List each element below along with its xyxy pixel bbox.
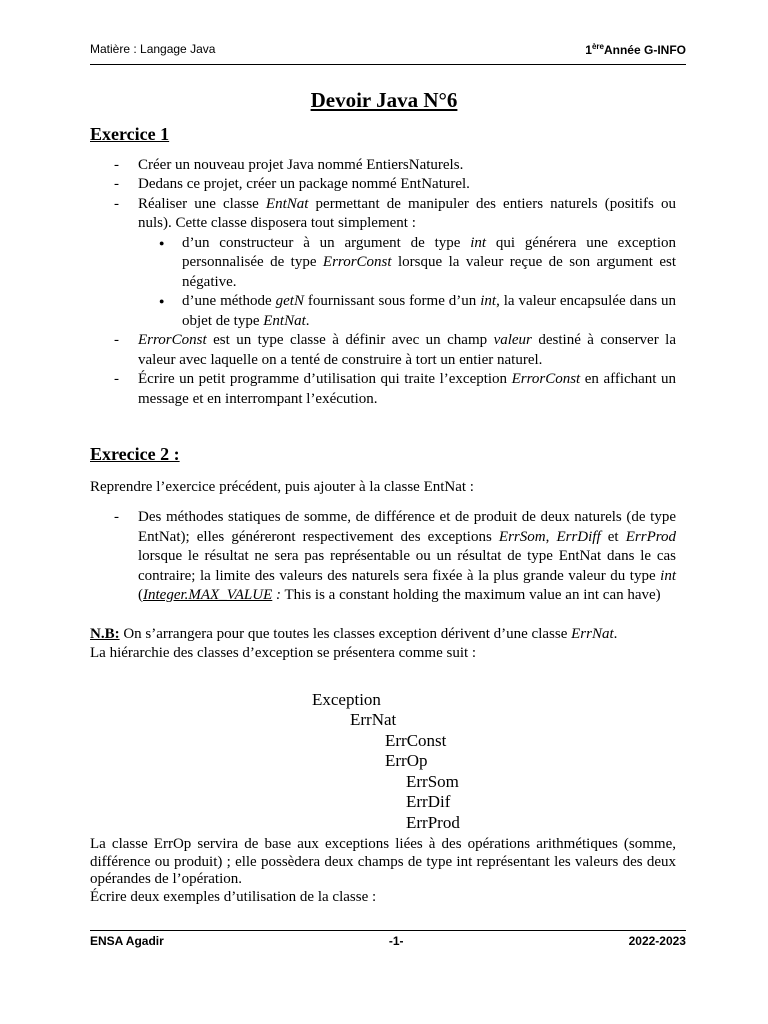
hierarchy-item: ErrSom	[406, 772, 459, 791]
hierarchy-item: ErrNat	[350, 710, 397, 729]
hierarchy-item: ErrProd	[406, 813, 460, 832]
hierarchy-item: ErrDif	[406, 792, 451, 811]
hierarchy-item: Exception	[312, 690, 381, 709]
closing-paragraphs	[90, 836, 676, 906]
exercise-2-intro: Reprendre l’exercice précédent, puis ajouter à la classe EntNat :	[90, 478, 474, 495]
nb-note: N.B: On s’arrangera pour que toutes les classes exception dérivent d’une classe ErrNat.	[90, 625, 618, 642]
list-item: - ErrorConst est un type classe à définir avec un champ valeur destiné à conserver la valeur avec laquelle on a tenté de construire à tort un entier naturel.	[90, 331, 676, 370]
list-item: - Des méthodes statiques de somme, de différence et de produit de deux naturels (de type EntNat); elles généreront respectivement des exceptions ErrSom, ErrDiff et ErrProd lorsque le résultat ne sera pas représentable ou un résultat de type EntNat dans le cas contraire; la limite des valeurs des naturels sera fixée à la plus grande valeur du type int (Integer.MAX_VALUE : This is a constant holding the maximum value an int can have)	[90, 508, 676, 606]
exercise-2-heading: Exrecice 2 :	[90, 444, 180, 464]
list-item: - Écrire un petit programme d’utilisation qui traite l’exception ErrorConst en affichant un message et en interrompant l’exécution.	[90, 370, 676, 409]
footer-rule	[90, 930, 686, 931]
hierarchy-item: ErrOp	[385, 751, 428, 770]
list-item: - Réaliser une classe EntNat permettant de manipuler des entiers naturels (positifs ou nuls). Cette classe disposera tout simplement : ● d’un constructeur à un argument de type int qui générera une exception personnalisée de type ErrorConst lorsque la valeur reçue de son argument est négative. ● d’une méthode getN fournissant sous forme d’un int, la valeur encapsulée dans un objet de type EntNat.	[90, 195, 676, 332]
usage-instruction: Écrire deux exemples d’utilisation de la classe :	[90, 888, 377, 905]
page-number: -1-	[388, 934, 404, 948]
hierarchy-item: ErrConst	[385, 731, 447, 750]
footer-school: ENSA Agadir	[90, 934, 164, 948]
bullet-item: ● d’une méthode getN fournissant sous forme d’un int, la valeur encapsulée dans un objet de type EntNat.	[138, 292, 676, 331]
page-footer	[90, 934, 686, 948]
exercise-1-list	[90, 156, 676, 410]
list-item: - Créer un nouveau projet Java nommé EntiersNaturels.	[90, 156, 676, 176]
header-class: 1èreAnnée G-INFO	[585, 42, 686, 57]
document-body	[90, 125, 676, 664]
header-subject: Matière : Langage Java	[90, 42, 216, 56]
page-header	[90, 42, 686, 57]
exercise-2-list	[90, 508, 676, 606]
errop-description: La classe ErrOp servira de base aux exceptions liées à des opérations arithmétiques (somme, différence ou produit) ; elle possèdera deux champs de type int représentant les valeurs des deux opérandes de l’opération.	[90, 836, 676, 887]
footer-year: 2022-2023	[628, 934, 686, 948]
bullet-item: ● d’un constructeur à un argument de type int qui générera une exception personnalisée de type ErrorConst lorsque la valeur reçue de son argument est négative.	[138, 234, 676, 293]
list-item: - Dedans ce projet, créer un package nommé EntNaturel.	[90, 175, 676, 195]
page-title: Devoir Java N°6	[310, 88, 458, 112]
bullet-list	[138, 234, 676, 332]
header-rule	[90, 64, 686, 65]
hierarchy-intro: La hiérarchie des classes d’exception se présentera comme suit :	[90, 645, 477, 661]
exercise-1-heading: Exercice 1	[90, 124, 170, 144]
